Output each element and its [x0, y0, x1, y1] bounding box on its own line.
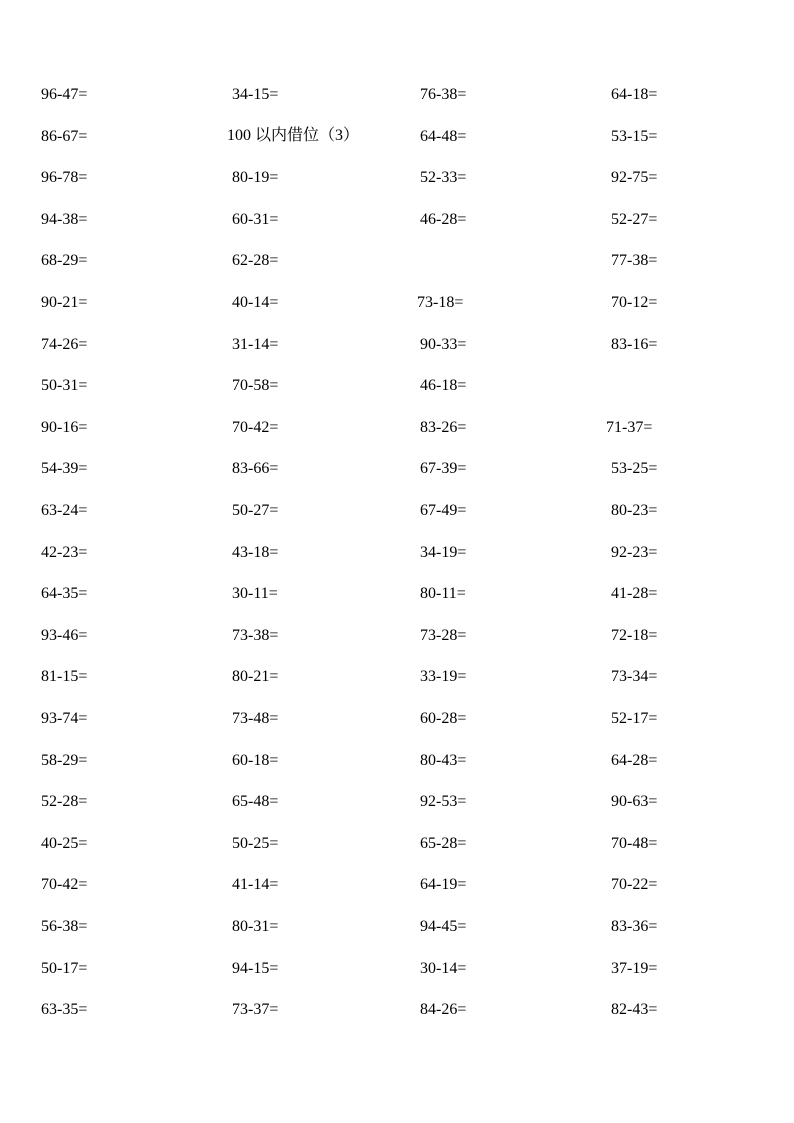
- problem-cell: 80-11=: [420, 585, 466, 602]
- problem-cell: 96-78=: [41, 169, 88, 186]
- problem-cell: 62-28=: [232, 252, 279, 269]
- problem-cell: 64-18=: [611, 86, 658, 103]
- problem-cell: 56-38=: [41, 918, 88, 935]
- problem-cell: 80-19=: [232, 169, 279, 186]
- problem-cell: 83-36=: [611, 918, 658, 935]
- problem-cell: 34-15=: [232, 86, 279, 103]
- problem-cell: 90-21=: [41, 294, 88, 311]
- problem-cell: 34-19=: [420, 544, 467, 561]
- problem-cell: 70-48=: [611, 835, 658, 852]
- problem-cell: 67-39=: [420, 460, 467, 477]
- problem-cell: 42-23=: [41, 544, 88, 561]
- problem-cell: 53-15=: [611, 128, 658, 145]
- problem-cell: 58-29=: [41, 752, 88, 769]
- problem-cell: 92-75=: [611, 169, 658, 186]
- problem-cell: 73-34=: [611, 668, 658, 685]
- problem-cell: 96-47=: [41, 86, 88, 103]
- problem-cell: 64-28=: [611, 752, 658, 769]
- problem-cell: 50-17=: [41, 960, 88, 977]
- problem-cell: 92-53=: [420, 793, 467, 810]
- problem-cell: 90-16=: [41, 419, 88, 436]
- problem-cell: 80-43=: [420, 752, 467, 769]
- problem-cell: 70-42=: [41, 876, 88, 893]
- problem-cell: 60-31=: [232, 211, 279, 228]
- problem-cell: 84-26=: [420, 1001, 467, 1018]
- problem-cell: 52-17=: [611, 710, 658, 727]
- problem-cell: 37-19=: [611, 960, 658, 977]
- problem-cell: 52-33=: [420, 169, 467, 186]
- problem-cell: 82-43=: [611, 1001, 658, 1018]
- problem-cell: 70-12=: [611, 294, 658, 311]
- problem-cell: 74-26=: [41, 336, 88, 353]
- problem-cell: 86-67=: [41, 128, 88, 145]
- problem-cell: 50-31=: [41, 377, 88, 394]
- problem-cell: 80-23=: [611, 502, 658, 519]
- problem-cell: 77-38=: [611, 252, 658, 269]
- problem-cell: 73-28=: [420, 627, 467, 644]
- problem-cell: 63-24=: [41, 502, 88, 519]
- problem-cell: 73-38=: [232, 627, 279, 644]
- problem-cell: 71-37=: [606, 419, 653, 436]
- problem-cell: 41-28=: [611, 585, 658, 602]
- problem-cell: 90-63=: [611, 793, 658, 810]
- problem-cell: 65-28=: [420, 835, 467, 852]
- problem-cell: 83-26=: [420, 419, 467, 436]
- problem-cell: 90-33=: [420, 336, 467, 353]
- worksheet-title: 100 以内借位（3）: [227, 127, 360, 144]
- problem-cell: 64-19=: [420, 876, 467, 893]
- problem-cell: 73-37=: [232, 1001, 279, 1018]
- problem-cell: 64-35=: [41, 585, 88, 602]
- problem-cell: 52-27=: [611, 211, 658, 228]
- problem-cell: 46-28=: [420, 211, 467, 228]
- problem-cell: 40-25=: [41, 835, 88, 852]
- problem-cell: 73-18=: [417, 294, 464, 311]
- problem-cell: 72-18=: [611, 627, 658, 644]
- problem-cell: 50-25=: [232, 835, 279, 852]
- problem-cell: 70-42=: [232, 419, 279, 436]
- problem-cell: 41-14=: [232, 876, 279, 893]
- problem-cell: 50-27=: [232, 502, 279, 519]
- problem-cell: 63-35=: [41, 1001, 88, 1018]
- problem-cell: 68-29=: [41, 252, 88, 269]
- problem-cell: 70-58=: [232, 377, 279, 394]
- problem-cell: 60-28=: [420, 710, 467, 727]
- problem-cell: 73-48=: [232, 710, 279, 727]
- problem-cell: 94-45=: [420, 918, 467, 935]
- problem-cell: 80-21=: [232, 668, 279, 685]
- problem-cell: 46-18=: [420, 377, 467, 394]
- problem-cell: 53-25=: [611, 460, 658, 477]
- problem-cell: 64-48=: [420, 128, 467, 145]
- problem-cell: 33-19=: [420, 668, 467, 685]
- problem-cell: 83-16=: [611, 336, 658, 353]
- problem-cell: 30-11=: [232, 585, 278, 602]
- problem-cell: 31-14=: [232, 336, 279, 353]
- problem-cell: 54-39=: [41, 460, 88, 477]
- problem-cell: 93-74=: [41, 710, 88, 727]
- problem-cell: 40-14=: [232, 294, 279, 311]
- problem-cell: 60-18=: [232, 752, 279, 769]
- problem-cell: 80-31=: [232, 918, 279, 935]
- problem-cell: 67-49=: [420, 502, 467, 519]
- problem-cell: 81-15=: [41, 668, 88, 685]
- problem-cell: 83-66=: [232, 460, 279, 477]
- problem-cell: 65-48=: [232, 793, 279, 810]
- problem-cell: 76-38=: [420, 86, 467, 103]
- problem-cell: 30-14=: [420, 960, 467, 977]
- problem-cell: 94-15=: [232, 960, 279, 977]
- problem-cell: 92-23=: [611, 544, 658, 561]
- problem-cell: 43-18=: [232, 544, 279, 561]
- problem-cell: 94-38=: [41, 211, 88, 228]
- problem-cell: 70-22=: [611, 876, 658, 893]
- problem-cell: 93-46=: [41, 627, 88, 644]
- problem-cell: 52-28=: [41, 793, 88, 810]
